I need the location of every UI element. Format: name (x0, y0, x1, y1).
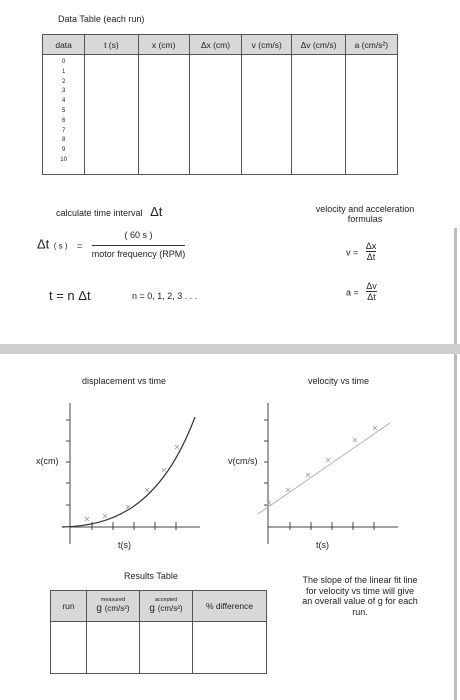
run-number: 0 (61, 59, 66, 65)
results-body-row (51, 622, 267, 674)
measured-label: measured (100, 596, 126, 603)
run-number: 5 (61, 107, 66, 114)
col-header-dv: Δv (cm/s) (292, 35, 345, 55)
run-number: 7 (61, 127, 66, 134)
col-header-data: data (43, 35, 85, 55)
dt-symbol: Δt (37, 236, 50, 252)
percent-difference-input-cell[interactable] (193, 622, 267, 674)
col-header-x: x (cm) (138, 35, 189, 55)
col-header-t: t (s) (85, 35, 138, 55)
col-header-run: run (51, 591, 87, 622)
v-lhs: v = (346, 247, 359, 258)
a-denominator: Δt (367, 292, 376, 302)
run-number: 2 (61, 78, 66, 85)
velocity-xlabel: t(s) (316, 540, 329, 550)
n-values: n = 0, 1, 2, 3 . . . (132, 291, 198, 301)
run-number: 10 (60, 156, 67, 163)
run-number: 1 (61, 68, 66, 75)
velocity-fit-line (258, 423, 390, 514)
time-interval-heading-symbol: Δt (150, 204, 163, 219)
measured-unit: (cm/s²) (104, 604, 130, 614)
run-number: 3 (61, 88, 66, 95)
measured-g: g (96, 603, 102, 615)
velocity-graph-title: velocity vs time (308, 376, 370, 386)
accepted-g: g (149, 603, 155, 615)
fraction-denominator: motor frequency (RPM) (91, 249, 186, 259)
v-numerator: Δx (365, 241, 377, 251)
fraction-numerator: ( 60 s ) (124, 230, 153, 240)
displacement-xlabel: t(s) (118, 540, 131, 550)
velocity-ylabel: v(cm/s) (228, 456, 258, 466)
accepted-unit: (cm/s²) (157, 604, 183, 614)
run-number: 4 (61, 98, 66, 105)
results-header-row (51, 591, 267, 622)
results-table (50, 590, 267, 674)
displacement-ylabel: x(cm) (36, 456, 59, 466)
col-header-measured-g (87, 591, 140, 622)
equals-sign: = (76, 240, 83, 251)
data-table-title: Data Table (each run) (58, 14, 145, 24)
results-table-title: Results Table (124, 571, 178, 581)
measured-g-input-cell[interactable] (87, 622, 140, 674)
run-number: 6 (61, 117, 66, 124)
accepted-label: accepted (154, 596, 178, 603)
velocity-x-ticks (290, 522, 374, 530)
run-number: 9 (61, 147, 66, 154)
col-header-v: v (cm/s) (242, 35, 292, 55)
accepted-g-input-cell[interactable] (140, 622, 193, 674)
time-interval-heading-text: calculate time interval (56, 208, 143, 218)
velocity-y-ticks (264, 420, 268, 505)
col-header-dx: Δx (cm) (189, 35, 241, 55)
velocity-markers (267, 426, 377, 505)
a-lhs: a = (346, 287, 359, 298)
dt-unit: ( s ) (53, 241, 68, 251)
displacement-graph-title: displacement vs time (82, 376, 167, 386)
col-header-percent-difference: % difference (193, 591, 267, 622)
run-number: 8 (61, 137, 66, 144)
col-header-a: a (cm/s²) (345, 35, 397, 55)
a-numerator: Δv (366, 281, 377, 291)
formulas-heading: velocity and acceleration formulas (315, 204, 415, 224)
col-header-accepted-g (140, 591, 193, 622)
t-formula: t = n Δt (49, 288, 91, 303)
slope-note: The slope of the linear fit line for velocity vs time will give an overall value of g for each run. (302, 575, 418, 617)
v-denominator: Δt (366, 252, 376, 262)
run-input-cell[interactable] (51, 622, 87, 674)
